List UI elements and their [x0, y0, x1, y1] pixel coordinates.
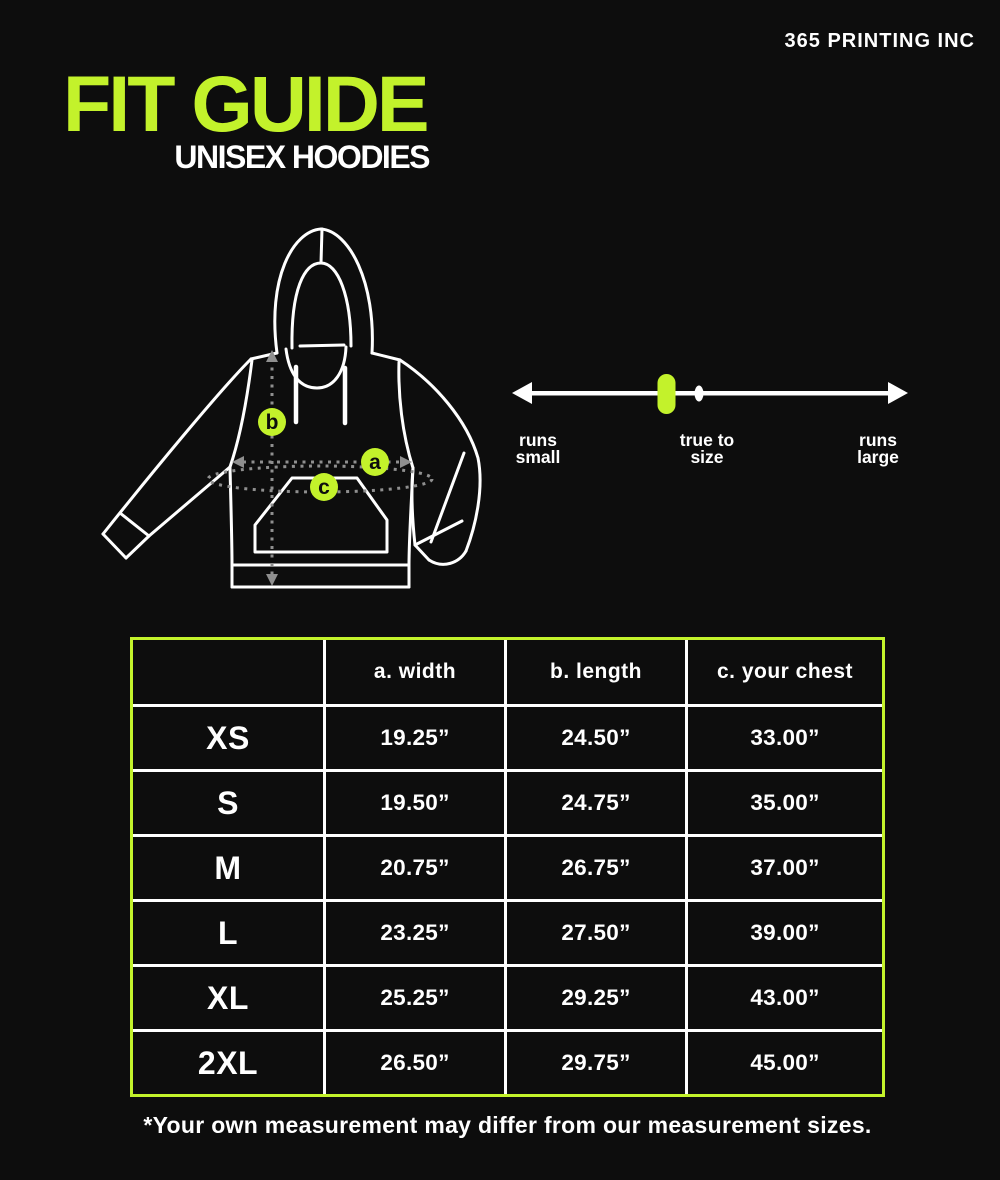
- column-header-chest: c. your chest: [688, 640, 882, 704]
- marker-a-letter: a: [369, 451, 381, 474]
- brand-name: 365 PRINTING INC: [784, 30, 975, 52]
- page-subtitle: UNISEX HOODIES: [174, 139, 429, 175]
- size-label: XS: [133, 707, 323, 769]
- length-value: 29.25”: [507, 967, 685, 1029]
- chest-value: 35.00”: [688, 772, 882, 834]
- arrow-down-icon: [266, 574, 278, 586]
- size-label: M: [133, 837, 323, 899]
- marker-c-letter: c: [318, 476, 330, 499]
- chest-value: 43.00”: [688, 967, 882, 1029]
- scale-label-runs-large: runs large: [857, 430, 899, 467]
- size-label: L: [133, 902, 323, 964]
- width-value: 19.25”: [326, 707, 504, 769]
- column-header-size: [133, 640, 323, 704]
- measure-markers: [258, 408, 389, 501]
- width-value: 20.75”: [326, 837, 504, 899]
- column-header-width: a. width: [326, 640, 504, 704]
- width-value: 19.50”: [326, 772, 504, 834]
- chest-value: 39.00”: [688, 902, 882, 964]
- hoodie-diagram: [95, 220, 485, 610]
- scale-label-runs-small: runs small: [515, 430, 561, 467]
- size-label: XL: [133, 967, 323, 1029]
- width-value: 26.50”: [326, 1032, 504, 1094]
- width-value: 25.25”: [326, 967, 504, 1029]
- chest-value: 33.00”: [688, 707, 882, 769]
- arrow-right-icon: [888, 382, 908, 404]
- fit-position-marker: [658, 374, 676, 414]
- fit-scale: [505, 368, 915, 478]
- page-title: FIT GUIDE: [63, 59, 427, 148]
- size-label: S: [133, 772, 323, 834]
- hoodie-outline-icon: [103, 229, 480, 587]
- fit-scale-arrow-icon: [505, 368, 915, 424]
- length-value: 24.50”: [507, 707, 685, 769]
- center-dot-icon: [695, 386, 704, 402]
- column-header-length: b. length: [507, 640, 685, 704]
- header: [63, 59, 429, 176]
- length-value: 29.75”: [507, 1032, 685, 1094]
- arrow-left-icon: [512, 382, 532, 404]
- chest-value: 37.00”: [688, 837, 882, 899]
- length-value: 27.50”: [507, 902, 685, 964]
- scale-label-true-to-size: true to size: [679, 430, 735, 467]
- marker-b-letter: b: [265, 411, 279, 434]
- chest-value: 45.00”: [688, 1032, 882, 1094]
- size-label: 2XL: [133, 1032, 323, 1094]
- length-value: 26.75”: [507, 837, 685, 899]
- width-value: 23.25”: [326, 902, 504, 964]
- footnote: *Your own measurement may differ from our measurement sizes.: [143, 1112, 872, 1138]
- size-table: [130, 637, 885, 1097]
- length-value: 24.75”: [507, 772, 685, 834]
